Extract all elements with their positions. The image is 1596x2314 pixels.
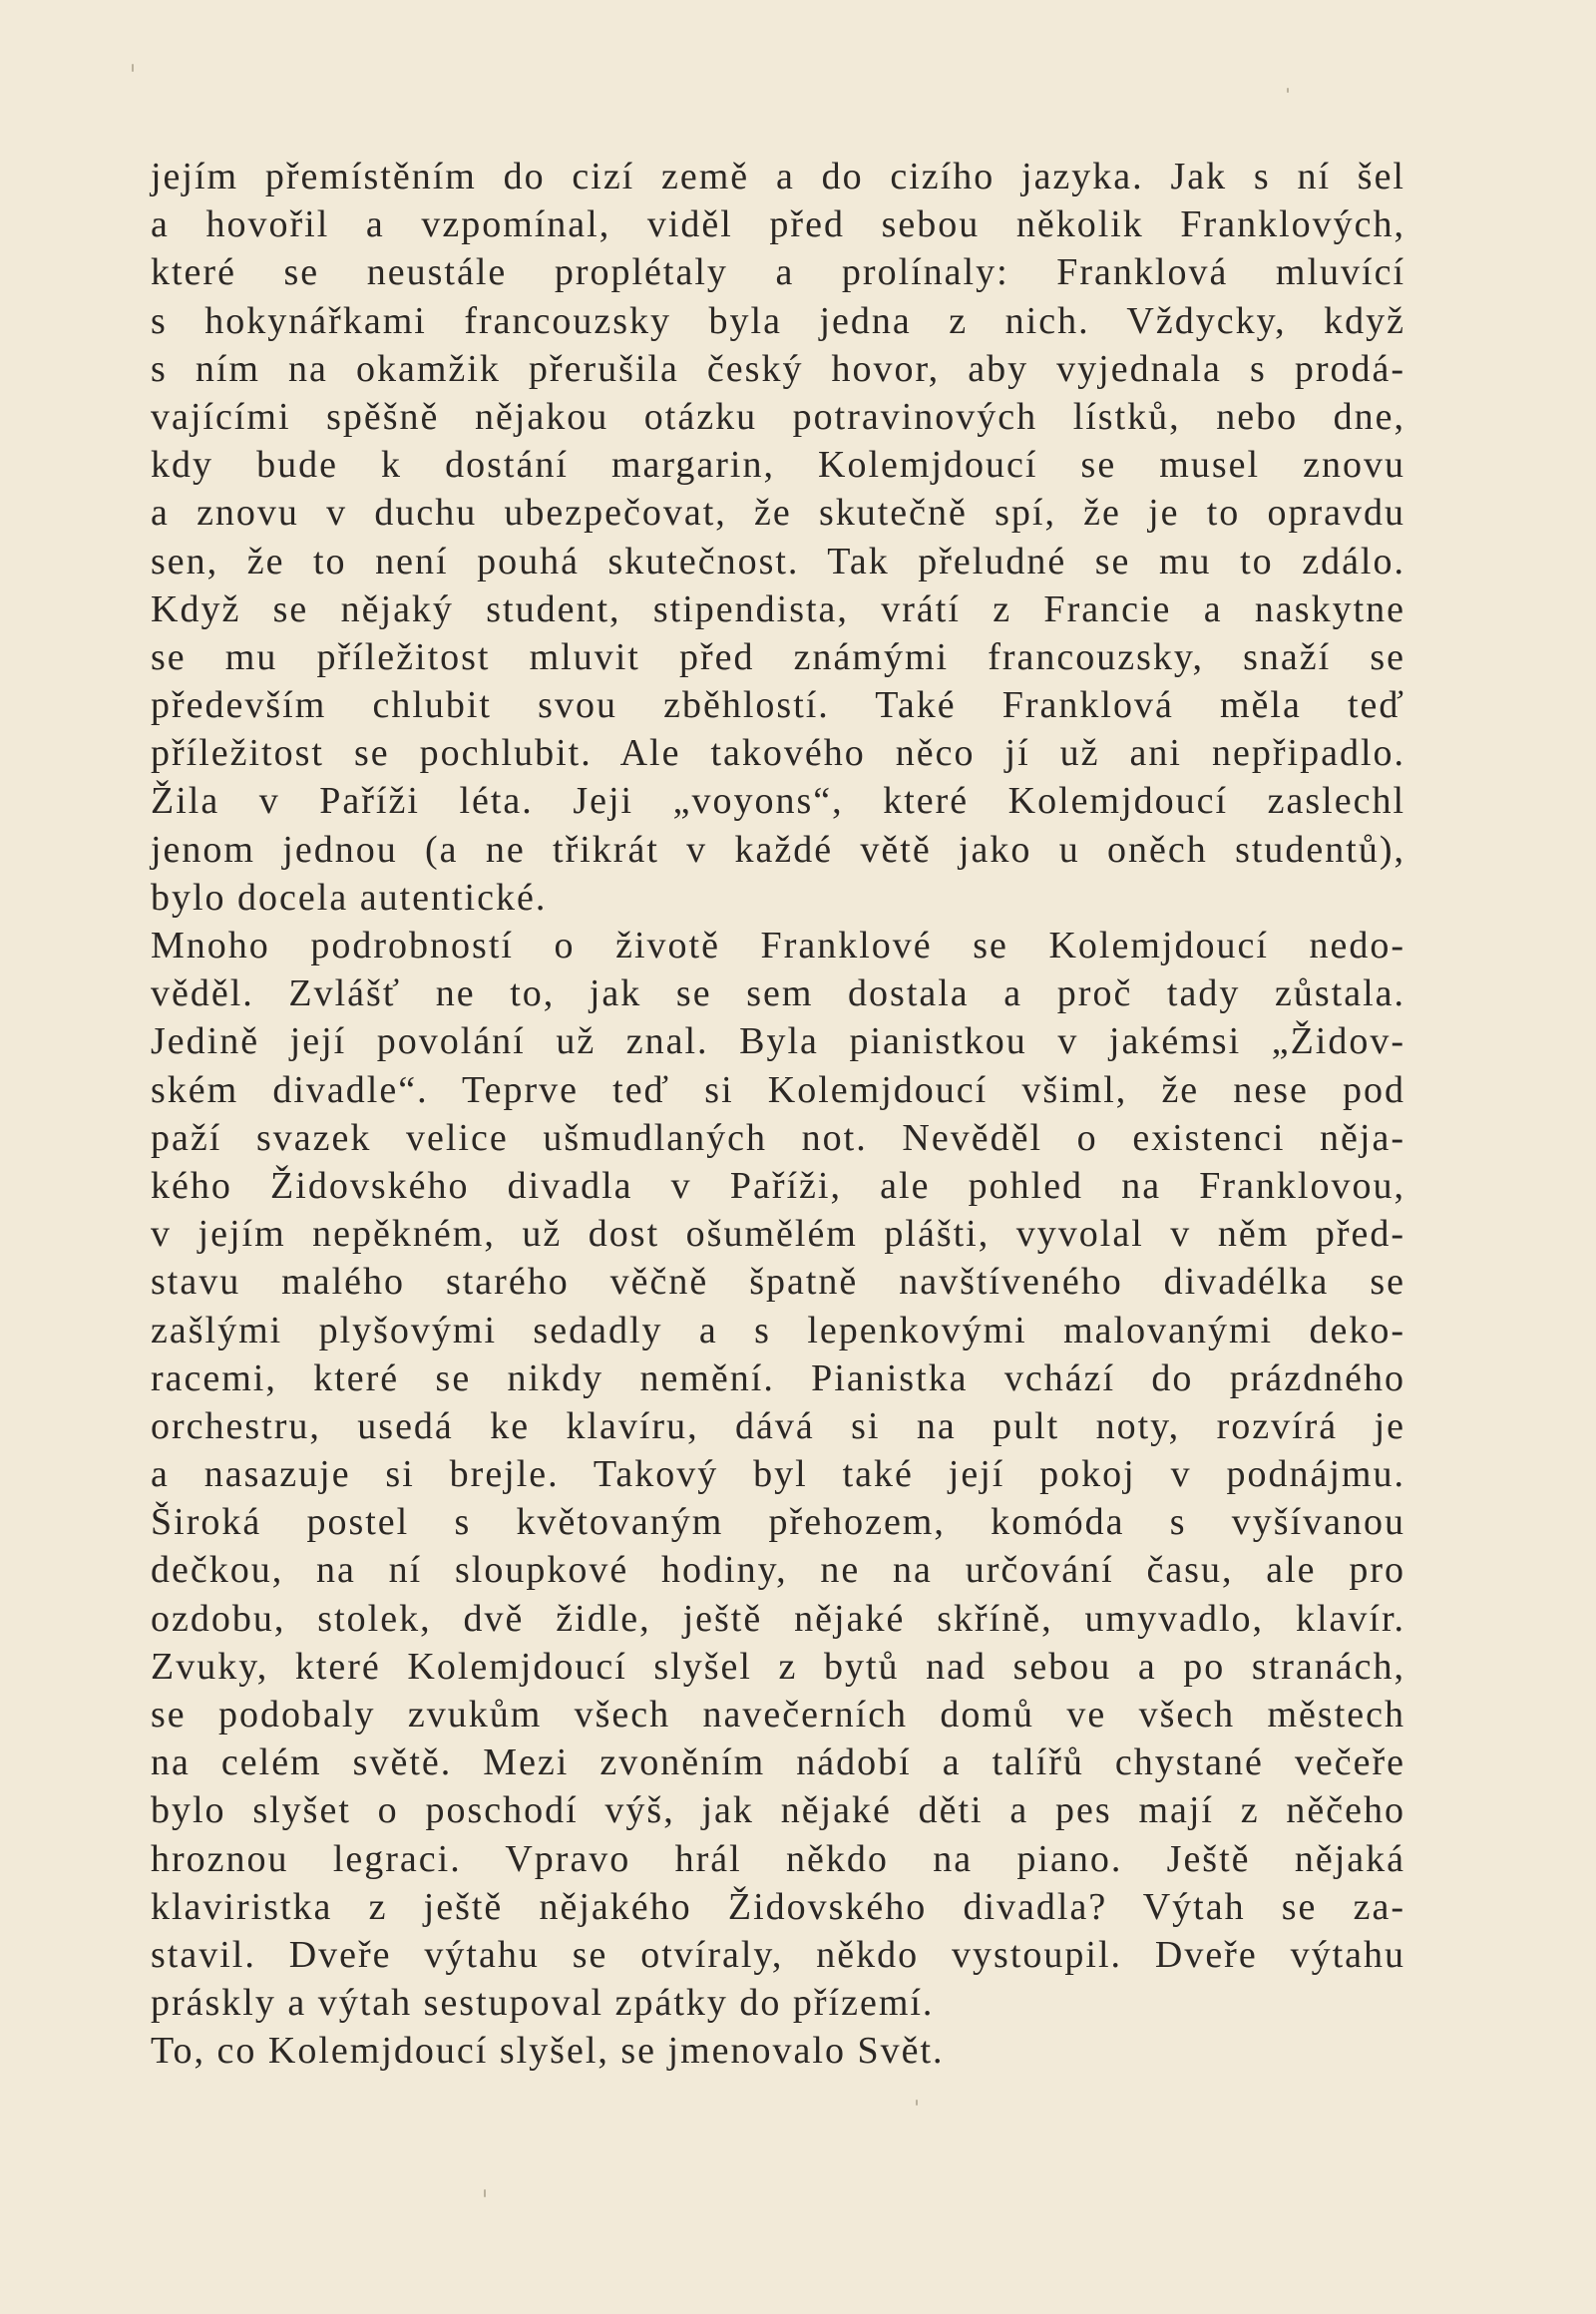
text-line: věděl. Zvlášť ne to, jak se sem dostala a proč tady zůstala. (151, 972, 1405, 1015)
text-line: které se neustále proplétaly a prolínaly: Franklová mluvící (151, 251, 1405, 294)
text-line: stavu malého starého věčně špatně navštíveného divadélka se (151, 1261, 1405, 1304)
text-line: stavil. Dveře výtahu se otvíraly, někdo vystoupil. Dveře výtahu (151, 1933, 1405, 1976)
text-line: dečkou, na ní sloupkové hodiny, ne na určování času, ale pro (151, 1549, 1405, 1592)
text-line: především chlubit svou zběhlostí. Také Franklová měla teď (151, 684, 1405, 727)
text-line: jenom jednou (a ne třikrát v každé větě jako u oněch studentů), (151, 828, 1405, 871)
text-line: ském divadle“. Teprve teď si Kolemjdoucí všiml, že nese pod (151, 1068, 1405, 1111)
text-line: sen, že to není pouhá skutečnost. Tak přeludné se mu to zdálo. (151, 540, 1405, 582)
paper-speck (484, 2189, 486, 2197)
text-line: kdy bude k dostání margarin, Kolemjdoucí se musel znovu (151, 444, 1405, 487)
text-line: práskly a výtah sestupoval zpátky do přízemí. (151, 1982, 935, 2025)
text-line: bylo slyšet o poschodí výš, jak nějaké děti a pes mají z něčeho (151, 1789, 1405, 1832)
paper-speck (132, 64, 134, 72)
text-line: na celém světě. Mezi zvoněním nádobí a talířů chystané večeře (151, 1741, 1405, 1784)
page-body-text (151, 153, 1405, 2076)
text-line: s hokynářkami francouzsky byla jedna z nich. Vždycky, když (151, 299, 1405, 342)
text-line: ozdobu, stolek, dvě židle, ještě nějaké skříně, umyvadlo, klavír. (151, 1597, 1405, 1640)
text-line: příležitost se pochlubit. Ale takového něco jí už ani nepřipadlo. (151, 732, 1405, 775)
text-line: Když se nějaký student, stipendista, vrátí z Francie a naskytne (151, 587, 1405, 630)
text-line: a znovu v duchu ubezpečovat, že skutečně spí, že je to opravdu (151, 492, 1405, 535)
text-line: paží svazek velice ušmudlaných not. Nevěděl o existenci něja- (151, 1116, 1405, 1159)
text-line: Žila v Paříži léta. Jeji „voyons“, které Kolemjdoucí zaslechl (151, 780, 1405, 823)
text-line: v jejím nepěkném, už dost ošumělém plášti, vyvolal v něm před- (151, 1213, 1405, 1256)
text-line: Mnoho podrobností o životě Franklové se Kolemjdoucí nedo- (151, 925, 1405, 966)
text-line: bylo docela autentické. (151, 876, 548, 919)
text-line: Široká postel s květovaným přehozem, komóda s vyšívanou (151, 1501, 1405, 1544)
text-line: kého Židovského divadla v Paříži, ale pohled na Franklovou, (151, 1164, 1405, 1207)
text-line: hroznou legraci. Vpravo hrál někdo na piano. Ještě nějaká (151, 1837, 1405, 1880)
text-line: klaviristka z ještě nějakého Židovského divadla? Výtah se za- (151, 1885, 1405, 1928)
text-line: se podobaly zvukům všech navečerních domů ve všech městech (151, 1694, 1405, 1736)
text-line: vajícími spěšně nějakou otázku potravinových lístků, nebo dne, (151, 395, 1405, 438)
text-line: s ním na okamžik přerušila český hovor, aby vyjednala s prodá- (151, 347, 1405, 390)
text-line: orchestru, usedá ke klavíru, dává si na pult noty, rozvírá je (151, 1404, 1405, 1447)
text-line: Zvuky, které Kolemjdoucí slyšel z bytů nad sebou a po stranách, (151, 1645, 1405, 1688)
text-line: zašlými plyšovými sedadly a s lepenkovými malovanými deko- (151, 1309, 1405, 1351)
text-line: a nasazuje si brejle. Takový byl také její pokoj v podnájmu. (151, 1453, 1405, 1496)
text-line: se mu příležitost mluvit před známými francouzsky, snaží se (151, 635, 1405, 678)
paper-speck (916, 2100, 918, 2106)
text-line: Jedině její povolání už znal. Byla pianistkou v jakémsi „Židov- (151, 1020, 1405, 1063)
text-line: To, co Kolemjdoucí slyšel, se jmenovalo Svět. (151, 2030, 945, 2073)
paper-speck (1287, 88, 1289, 93)
text-line: racemi, které se nikdy nemění. Pianistka vchází do prázdného (151, 1356, 1405, 1399)
text-line: jejím přemístěním do cizí země a do cizího jazyka. Jak s ní šel (151, 156, 1405, 197)
text-line: a hovořil a vzpomínal, viděl před sebou několik Franklových, (151, 203, 1405, 246)
